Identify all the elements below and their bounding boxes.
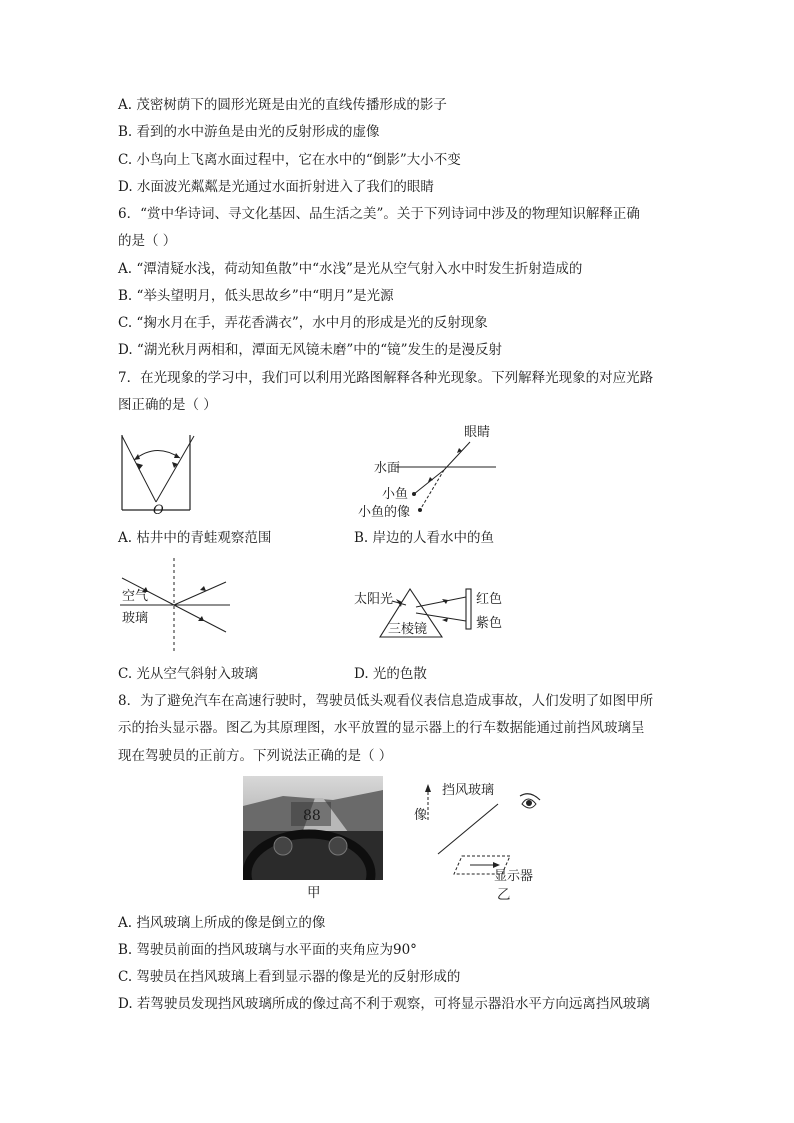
hud-photo — [243, 776, 383, 880]
air-glass-refraction-diagram — [118, 556, 233, 656]
windshield-label: 挡风玻璃 — [442, 783, 495, 798]
hud-principle-diagram — [410, 774, 570, 890]
q7-stem-line2: 图正确的是（ ） — [118, 397, 217, 413]
q7-caption-b: B. 岸边的人看水中的鱼 — [354, 530, 495, 546]
fish-label: 小鱼 — [382, 487, 409, 502]
sunlight-label: 太阳光 — [354, 592, 394, 607]
q8-stem-line3: 现在驾驶员的正前方。下列说法正确的是（ ） — [118, 748, 393, 764]
fish-image-label: 小鱼的像 — [358, 505, 411, 520]
eye-label: 眼睛 — [464, 425, 491, 440]
q8-stem-line1: 8．为了避免汽车在高速行驶时，驾驶员低头观看仪表信息造成事故，人们发明了如图甲所 — [118, 693, 654, 709]
q5-option-b: B. 看到的水中游鱼是由光的反射形成的虚像 — [118, 124, 380, 140]
water-surface-label: 水面 — [374, 461, 401, 476]
q7-caption-d: D. 光的色散 — [354, 666, 427, 682]
prism-label: 三棱镜 — [388, 622, 428, 637]
q8-option-c: C. 驾驶员在挡风玻璃上看到显示器的像是光的反射形成的 — [118, 969, 461, 985]
photo-caption-jia: 甲 — [307, 885, 321, 901]
display-label: 显示器 — [494, 869, 534, 884]
air-label: 空气 — [122, 589, 149, 604]
fish-refraction-diagram — [348, 420, 508, 520]
well-frog-diagram — [112, 430, 212, 520]
image-label: 像 — [414, 808, 428, 823]
diagram-caption-yi: 乙 — [497, 887, 511, 903]
q7-caption-c: C. 光从空气斜射入玻璃 — [118, 666, 258, 682]
q7-stem-line1: 7．在光现象的学习中，我们可以利用光路图解释各种光现象。下列解释光现象的对应光路 — [118, 370, 654, 386]
q5-option-d: D. 水面波光粼粼是光通过水面折射进入了我们的眼睛 — [118, 179, 434, 195]
q7-caption-a: A. 枯井中的青蛙观察范围 — [118, 530, 272, 546]
q6-option-c: C. “掬水月在手，弄花香满衣”，水中月的形成是光的反射现象 — [118, 315, 488, 331]
q6-stem-line2: 的是（ ） — [118, 233, 177, 249]
q6-option-a: A. “潭清疑水浅，荷动知鱼散”中“水浅”是光从空气射入水中时发生折射造成的 — [118, 261, 583, 277]
q8-option-b: B. 驾驶员前面的挡风玻璃与水平面的夹角应为90° — [118, 942, 417, 958]
q5-option-c: C. 小鸟向上飞离水面过程中，它在水中的“倒影”大小不变 — [118, 152, 461, 168]
hud-speed-readout: 88 — [303, 808, 321, 824]
q6-stem-line1: 6．“赏中华诗词、寻文化基因、品生活之美”。关于下列诗词中涉及的物理知识解释正确 — [118, 206, 640, 222]
q8-stem-line2: 示的抬头显示器。图乙为其原理图，水平放置的显示器上的行车数据能通过前挡风玻璃呈 — [118, 720, 645, 736]
prism-dispersion-diagram — [350, 583, 510, 643]
glass-label: 玻璃 — [122, 611, 149, 626]
q6-option-b: B. “举头望明月，低头思故乡”中“明月”是光源 — [118, 288, 394, 304]
q5-option-a: A. 茂密树荫下的圆形光斑是由光的直线传播形成的影子 — [118, 97, 447, 113]
well-point-o-label: O — [153, 503, 164, 518]
red-label: 红色 — [476, 592, 503, 607]
q8-option-a: A. 挡风玻璃上所成的像是倒立的像 — [118, 915, 326, 931]
q6-option-d: D. “湖光秋月两相和，潭面无风镜未磨”中的“镜”发生的是漫反射 — [118, 342, 503, 358]
q8-option-d: D. 若驾驶员发现挡风玻璃所成的像过高不利于观察，可将显示器沿水平方向远离挡风玻璃 — [118, 996, 650, 1012]
purple-label: 紫色 — [476, 616, 503, 631]
